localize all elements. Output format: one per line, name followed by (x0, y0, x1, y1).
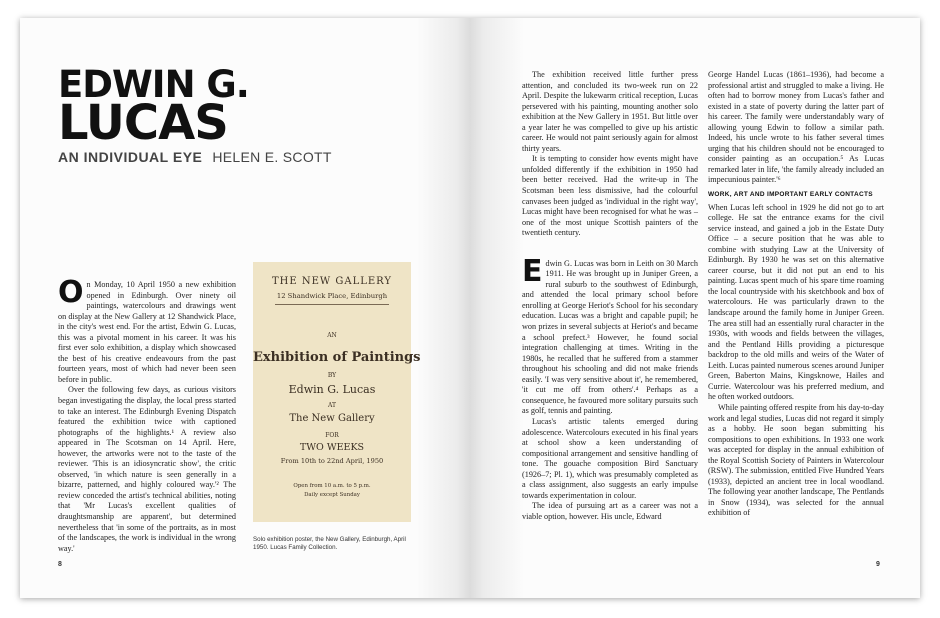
paragraph: Lucas's artistic talents emerged during adolescence. Watercolours executed in his final years at school show a keen understanding of compositional arrangement and sensitive handling of tone. The gouache composition Bird Sanctuary (1926–7; Pl. 1), which was presumably completed as a class assignment, also suggests an early impulse towards experimentation in colour. (522, 416, 698, 500)
page-number-left: 8 (58, 561, 62, 568)
article-subtitle (58, 149, 332, 165)
paragraph-text: dwin G. Lucas was born in Leith on 30 March 1911. He was brought up in Juniper Green, a rural suburb to the southwest of Edinburgh, and attended the local primary school before enrolling at George Heriot's School for his secondary education. Lucas was a bright and capable pupil; he won prizes in several subjects at Heriot's and became a school prefect.³ However, he found social integration challenging at times. Writing in the 1980s, he recalled that he suffered from a stammer throughout his schooling and did not make friends easily. 'I was very sensitive about it', he remembered, 'it cut me off from others'.⁴ Perhaps as a consequence, he favoured more solitary pursuits such as golf, tennis and painting. (522, 258, 698, 416)
section-heading: WORK, ART AND IMPORTANT EARLY CONTACTS (708, 191, 873, 199)
poster-at: AT (327, 402, 336, 409)
poster-exhibition-title: Exhibition of Paintings (253, 350, 421, 365)
poster-by: BY (327, 372, 337, 379)
page-number-right: 9 (876, 561, 880, 568)
paragraph (58, 275, 236, 385)
right-body-column-2 (708, 70, 884, 519)
poster-artist: Edwin G. Lucas (288, 383, 376, 396)
dropcap: E (522, 253, 543, 289)
paragraph-text: n Monday, 10 April 1950 a new exhibition opened in Edinburgh. Over ninety oil paintings, watercolours and drawings went on display at the New Gallery at 12 Shandwick Place, in the city's west end. For the artist, Edwin G. Lucas, this was a pivotal moment in his career. It was his first ever solo exhibition, a display which showcased the best of his creative endeavours from the past fourteen years, most of which had never been seen before in public. (58, 280, 236, 384)
magazine-spread (20, 18, 920, 598)
paragraph: Over the following few days, as curious visitors began investigating the display, the local press started to take an interest. The Edinburgh Evening Dispatch featured the exhibition twice with captioned photographs of the highlights.¹ A review also appeared in The Scotsman on 14 April. Here, however, the artworks were not to the taste of the reviewer. 'This is an idiosyncratic show', the critic observed, 'in which nature is seen generally in a bizarre, patterned, and highly coloured way.'² The review conceded the artist's technical abilities, noting that 'Mr Lucas's excellent qualities of draughtsmanship are apparent', but determined nevertheless that 'in some of the portraits, as in most of the landscapes, the work is individual in the wrong way.' (58, 385, 236, 553)
paragraph: When Lucas left school in 1929 he did not go to art college. He sat the entrance exams for the civil service instead, and gained a job in the Estate Duty Office – a secure position that he was able to combine with studying Law at the University of Edinburgh. By 1930 he was set on this alternative career course, but it did not put an end to his painting. Lucas spent much of his spare time roaming the local countryside with his sketchbook and box of watercolours. He was particularly drawn to the landscape around the family home in Juniper Green. The area still had an essentially rural character in the 1930s, with woods and fields between the villages, and the Pentland Hills providing a picturesque backdrop to the old mills and weirs of the Water of Leith. Lucas painted numerous scenes around Juniper Green, Baberton Mains, Kingsknowe, Hailes and Currie. Watercolour was his preferred medium, and he often worked outdoors. (708, 202, 884, 402)
dropcap: O (58, 275, 84, 310)
title-line-1: EDWIN G. (58, 63, 249, 106)
poster-gallery: THE NEW GALLERY (272, 276, 392, 287)
exhibition-poster (253, 262, 421, 522)
right-body-column-1 (522, 70, 698, 522)
paragraph: It is tempting to consider how events might have unfolded differently if the exhibition in 1950 had been better received. Had the write-up in The Scotsman been less dismissive, had the colourful canvases been judged as 'individual in the right way', Lucas might have been recognised for what he was – one of the most unique Scottish painters of the twentieth century. (522, 154, 698, 238)
poster-dates: From 10th to 22nd April, 1950 (280, 457, 384, 465)
poster-for: FOR (325, 432, 339, 439)
article-title (58, 63, 249, 151)
paragraph (522, 253, 698, 417)
poster-days: Daily except Sunday (304, 492, 360, 498)
poster-an: AN (327, 332, 337, 339)
left-page (20, 18, 470, 598)
author-name: HELEN E. SCOTT (212, 149, 332, 165)
poster-venue: The New Gallery (289, 413, 375, 424)
paragraph: The idea of pursuing art as a career was not a viable option, however. His uncle, Edward (522, 501, 698, 521)
subtitle-text: AN INDIVIDUAL EYE (58, 149, 203, 165)
paragraph: While painting offered respite from his day-to-day work and legal studies, Lucas did not regard it simply as a hobby. He soon began submitting his compositions to open exhibitions. In 1933 one work was accepted for display in the annual exhibition of the Royal Scottish Society of Painters in Watercolour (RSW). The submission, entitled Five Hundred Years (1933), depicted an ancient tree in local woodland. The following year another landscape, The Pentlands in Snow (1934), was selected for the annual exhibition of (708, 402, 884, 518)
poster-address: 12 Shandwick Place, Edinburgh (276, 292, 388, 300)
poster-duration: TWO WEEKS (299, 442, 365, 453)
paragraph: The exhibition received little further press attention, and concluded its two-week run on 22 April. Despite the lukewarm critical reception, Lucas persevered with his painting, mounting another solo exhibition at the New Gallery in 1951. But little over a year later he was compelled to give up his artistic career. He would not paint seriously again for almost thirty years. (522, 70, 698, 153)
paragraph: George Handel Lucas (1861–1936), had become a professional artist and struggled to make a living. He often had to borrow money from Lucas's father and existed in a state of poverty during the latter part of his career. The family were understandably wary of allowing young Edwin to follow a similar path. Indeed, his uncle wrote to his father several times urging that his children should not be encouraged to consider painting as an occupation.⁵ As Lucas remarked later in life, 'the family already included an impecunious painter.'⁶ (708, 70, 884, 185)
title-line-2: LUCAS (58, 95, 228, 151)
poster-caption: Solo exhibition poster, the New Gallery, Edinburgh, April 1950. Lucas Family Collection. (253, 536, 406, 552)
left-body-column (58, 275, 236, 554)
poster-hours: Open from 10 a.m. to 5 p.m. (293, 483, 371, 489)
poster-rule (275, 304, 389, 305)
right-page (470, 18, 920, 598)
